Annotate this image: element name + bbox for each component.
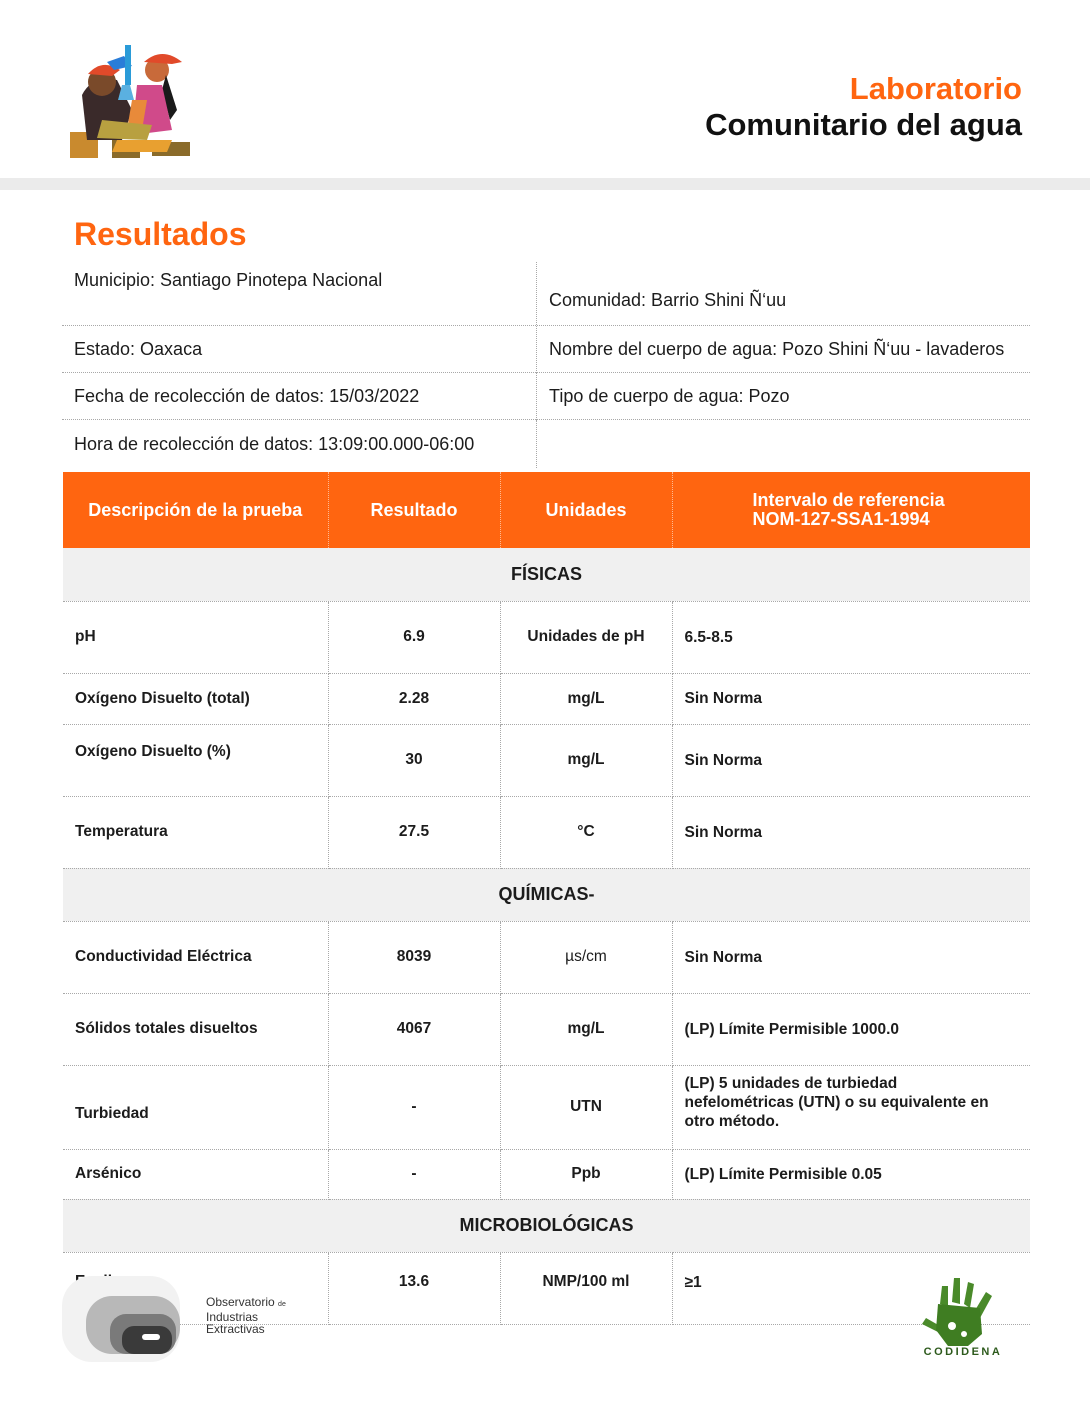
test-reference: 6.5-8.5 [672,601,1030,673]
table-row [63,796,1030,868]
table-header-row [63,472,1030,548]
info-row [62,373,1030,420]
hora-field: Hora de recolección de datos: 13:09:00.000-06:00 [74,433,475,454]
test-unit: Unidades de pH [500,601,672,673]
test-result: 4067 [328,993,500,1065]
category-row [63,868,1030,921]
test-result: - [328,1065,500,1149]
test-reference: Sin Norma [672,673,1030,724]
category-microbiologicas: MICROBIOLÓGICAS [63,1199,1030,1252]
test-result: 13.6 [328,1252,500,1324]
test-result: 30 [328,724,500,796]
test-unit: mg/L [500,993,672,1065]
test-unit: UTN [500,1065,672,1149]
table-row [63,673,1030,724]
test-result: 27.5 [328,796,500,868]
fecha-field: Fecha de recolección de datos: 15/03/2022 [74,385,420,406]
test-reference: ≥1 [672,1252,1030,1324]
test-unit: mg/L [500,724,672,796]
test-reference: (LP) 5 unidades de turbiedad nefelométricas (UTN) o su equivalente en otro método. [672,1065,1030,1149]
test-name: Arsénico [63,1149,328,1199]
test-unit: Ppb [500,1149,672,1199]
obs-line3: Extractivas [206,1322,265,1336]
test-reference: Sin Norma [672,724,1030,796]
header-intervalo-line1: Intervalo de referencia [752,490,945,510]
test-reference: (LP) Límite Permisible 1000.0 [672,993,1030,1065]
test-reference: (LP) Límite Permisible 0.05 [672,1149,1030,1199]
header-intervalo [672,472,1030,548]
test-name: Temperatura [63,796,328,868]
test-unit: NMP/100 ml [500,1252,672,1324]
table-row [63,1065,1030,1149]
collection-info [62,262,1030,468]
header-divider-band [0,178,1090,190]
estado-field: Estado: Oaxaca [74,338,203,359]
test-result: - [328,1149,500,1199]
results-table [63,472,1030,1325]
header-intervalo-line2: NOM-127-SSA1-1994 [752,509,930,529]
category-row [63,1199,1030,1252]
header-descripcion: Descripción de la prueba [63,472,328,548]
table-row [63,993,1030,1065]
info-row [62,262,1030,326]
header-resultado: Resultado [328,472,500,548]
codidena-hand-logo-icon [912,1274,1016,1374]
category-quimicas: QUÍMICAS- [63,868,1030,921]
test-name: Conductividad Eléctrica [63,921,328,993]
codidena-text: CODIDENA [923,1346,1003,1358]
test-unit: mg/L [500,673,672,724]
test-unit: °C [500,796,672,868]
tipo-field: Tipo de cuerpo de agua: Pozo [536,373,1030,420]
lab-title [705,72,1022,144]
lab-title-line1: Laboratorio [849,71,1022,106]
community-illustration-logo [62,40,197,165]
test-result: 2.28 [328,673,500,724]
table-row [63,724,1030,796]
test-unit: µs/cm [500,921,672,993]
obs-line1: Observatorio [206,1295,275,1309]
info-row [62,420,1030,468]
test-name: Turbiedad [63,1065,328,1149]
table-row [63,921,1030,993]
empty-cell [536,420,1030,468]
category-fisicas: FÍSICAS [63,548,1030,601]
section-title: Resultados [74,216,247,252]
test-result: 8039 [328,921,500,993]
page-header [0,0,1090,178]
observatorio-text [206,1296,286,1335]
cuerpo-nombre-field: Nombre del cuerpo de agua: Pozo Shini Ñ‘uu - lavaderos [536,326,1030,373]
test-reference: Sin Norma [672,921,1030,993]
test-result: 6.9 [328,601,500,673]
test-name: Sólidos totales disueltos [63,993,328,1065]
test-reference: Sin Norma [672,796,1030,868]
lab-title-line2: Comunitario del agua [705,107,1022,142]
category-row [63,548,1030,601]
test-name: Oxígeno Disuelto (%) [63,724,328,796]
test-name: Oxígeno Disuelto (total) [63,673,328,724]
test-name: pH [63,601,328,673]
obs-de: de [278,1301,286,1308]
comunidad-field: Comunidad: Barrio Shini Ñ‘uu [536,262,1030,325]
municipio-field: Municipio: Santiago Pinotepa Nacional [74,270,383,290]
header-unidades: Unidades [500,472,672,548]
obs-line2: Industrias [206,1310,259,1324]
table-row [63,601,1030,673]
info-row [62,326,1030,373]
table-row [63,1149,1030,1199]
